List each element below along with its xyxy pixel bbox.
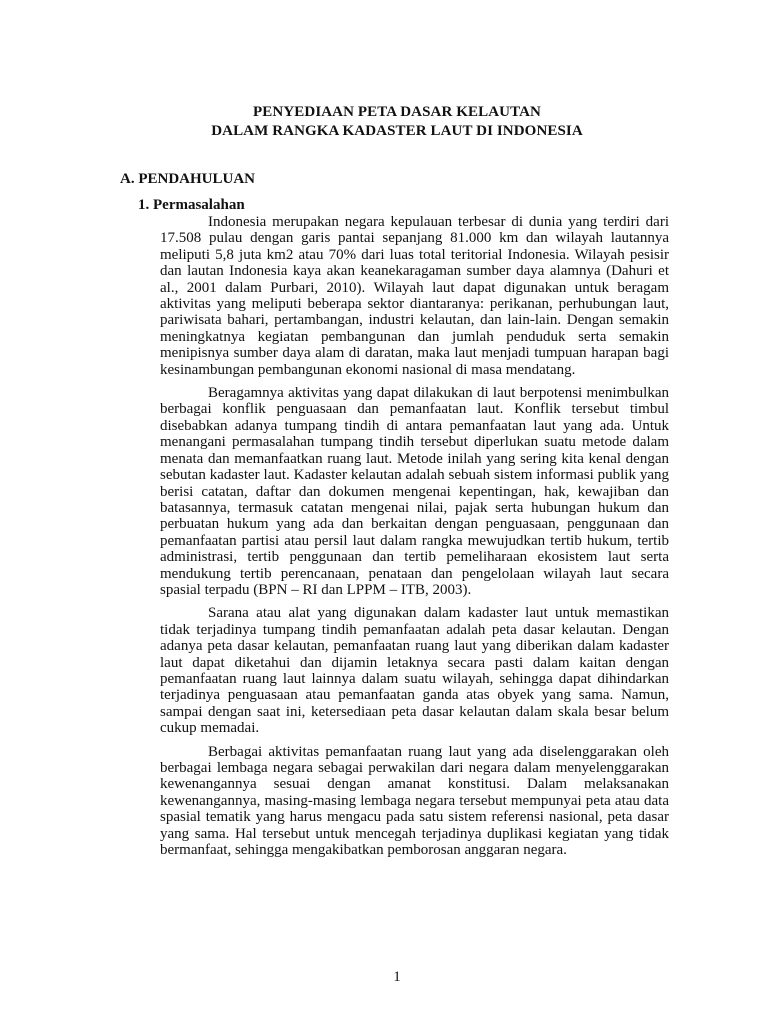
title-line-2: DALAM RANGKA KADASTER LAUT DI INDONESIA [211, 123, 583, 139]
paragraph-2: Beragamnya aktivitas yang dapat dilakukan di laut berpotensi menimbulkan berbagai konflik penguasaan dan pemanfaatan laut. Konflik tersebut timbul disebabkan adanya tumpang tindih di antara pemanfaatan laut yang ada. Untuk menangani permasalahan tumpang tindih tersebut diperlukan suatu metode dalam menata dan memanfaatkan ruang laut. Metode inilah yang sering kita kenal dengan sebutan kadaster laut. Kadaster kelautan adalah sebuah sistem informasi publik yang berisi catatan, daftar dan dokumen mengenai kepentingan, hak, kewajiban dan batasannya, termasuk catatan mengenai nilai, pajak serta hubungan hukum dan perbuatan hukum yang ada dan berkaitan dengan penguasaan, penggunaan dan pemanfaatan partisi atau persil laut dalam rangka mewujudkan tertib hukum, tertib administrasi, tertib penggunaan dan tertib pemeliharaan ekosistem laut serta mendukung tertib perencanaan, penataan dan pengelolaan wilayah laut secara spasial terpadu (BPN – RI dan LPPM – ITB, 2003). [160, 385, 669, 598]
body-text [160, 214, 669, 865]
paragraph-4: Berbagai aktivitas pemanfaatan ruang laut yang ada diselenggarakan oleh berbagai lembaga negara sebagai perwakilan dari negara dalam menyelenggarakan kewenangannya sesuai dengan amanat konstitusi. Dalam melaksanakan kewenangannya, masing-masing lembaga negara tersebut mempunyai peta atau data spasial tematik yang harus mengacu pada satu sistem referensi nasional, peta dasar yang sama. Hal tersebut untuk mencegah terjadinya duplikasi kegiatan yang tidak bermanfaat, sehingga mengakibatkan pemborosan anggaran negara. [160, 743, 669, 859]
paragraph-3: Sarana atau alat yang digunakan dalam kadaster laut untuk memastikan tidak terjadinya tumpang tindih pemanfaatan adalah peta dasar kelautan. Dengan adanya peta dasar kelautan, pemanfaatan ruang laut yang diberikan dalam kadaster laut dapat diketahui dan dijamin letaknya secara pasti dalam kaitan dengan pemanfaatan ruang laut lainnya dalam suatu wilayah, sehingga dapat dihindarkan terjadinya penguasaan atau pemanfaatan ganda atas obyek yang sama. Namun, sampai dengan saat ini, ketersediaan peta dasar kelautan dalam skala besar belum cukup memadai. [160, 605, 669, 737]
title-line-1: PENYEDIAAN PETA DASAR KELAUTAN [253, 104, 541, 120]
paragraph-1: Indonesia merupakan negara kepulauan terbesar di dunia yang terdiri dari 17.508 pulau dengan garis pantai sepanjang 81.000 km dan wilayah lautannya meliputi 5,8 juta km2 atau 70% dari luas total teritorial Indonesia. Wilayah pesisir dan lautan Indonesia kaya akan keanekaragaman sumber daya alamnya (Dahuri et al., 2001 dalam Purbari, 2010). Wilayah laut dapat digunakan untuk beragam aktivitas yang meliputi beberapa sektor diantaranya: perikanan, perhubungan laut, pariwisata bahari, pertambangan, industri kelautan, dan lain-lain. Dengan semakin meningkatnya kegiatan pembangunan dan jumlah penduduk serta semakin menipisnya sumber daya alam di daratan, maka laut menjadi tumpuan harapan bagi kesinambungan pembangunan ekonomi nasional di masa mendatang. [160, 214, 669, 378]
subsection-heading: 1. Permasalahan [138, 197, 245, 213]
page-number: 1 [393, 969, 401, 985]
document-title [0, 103, 768, 141]
section-heading: A. PENDAHULUAN [120, 171, 255, 187]
